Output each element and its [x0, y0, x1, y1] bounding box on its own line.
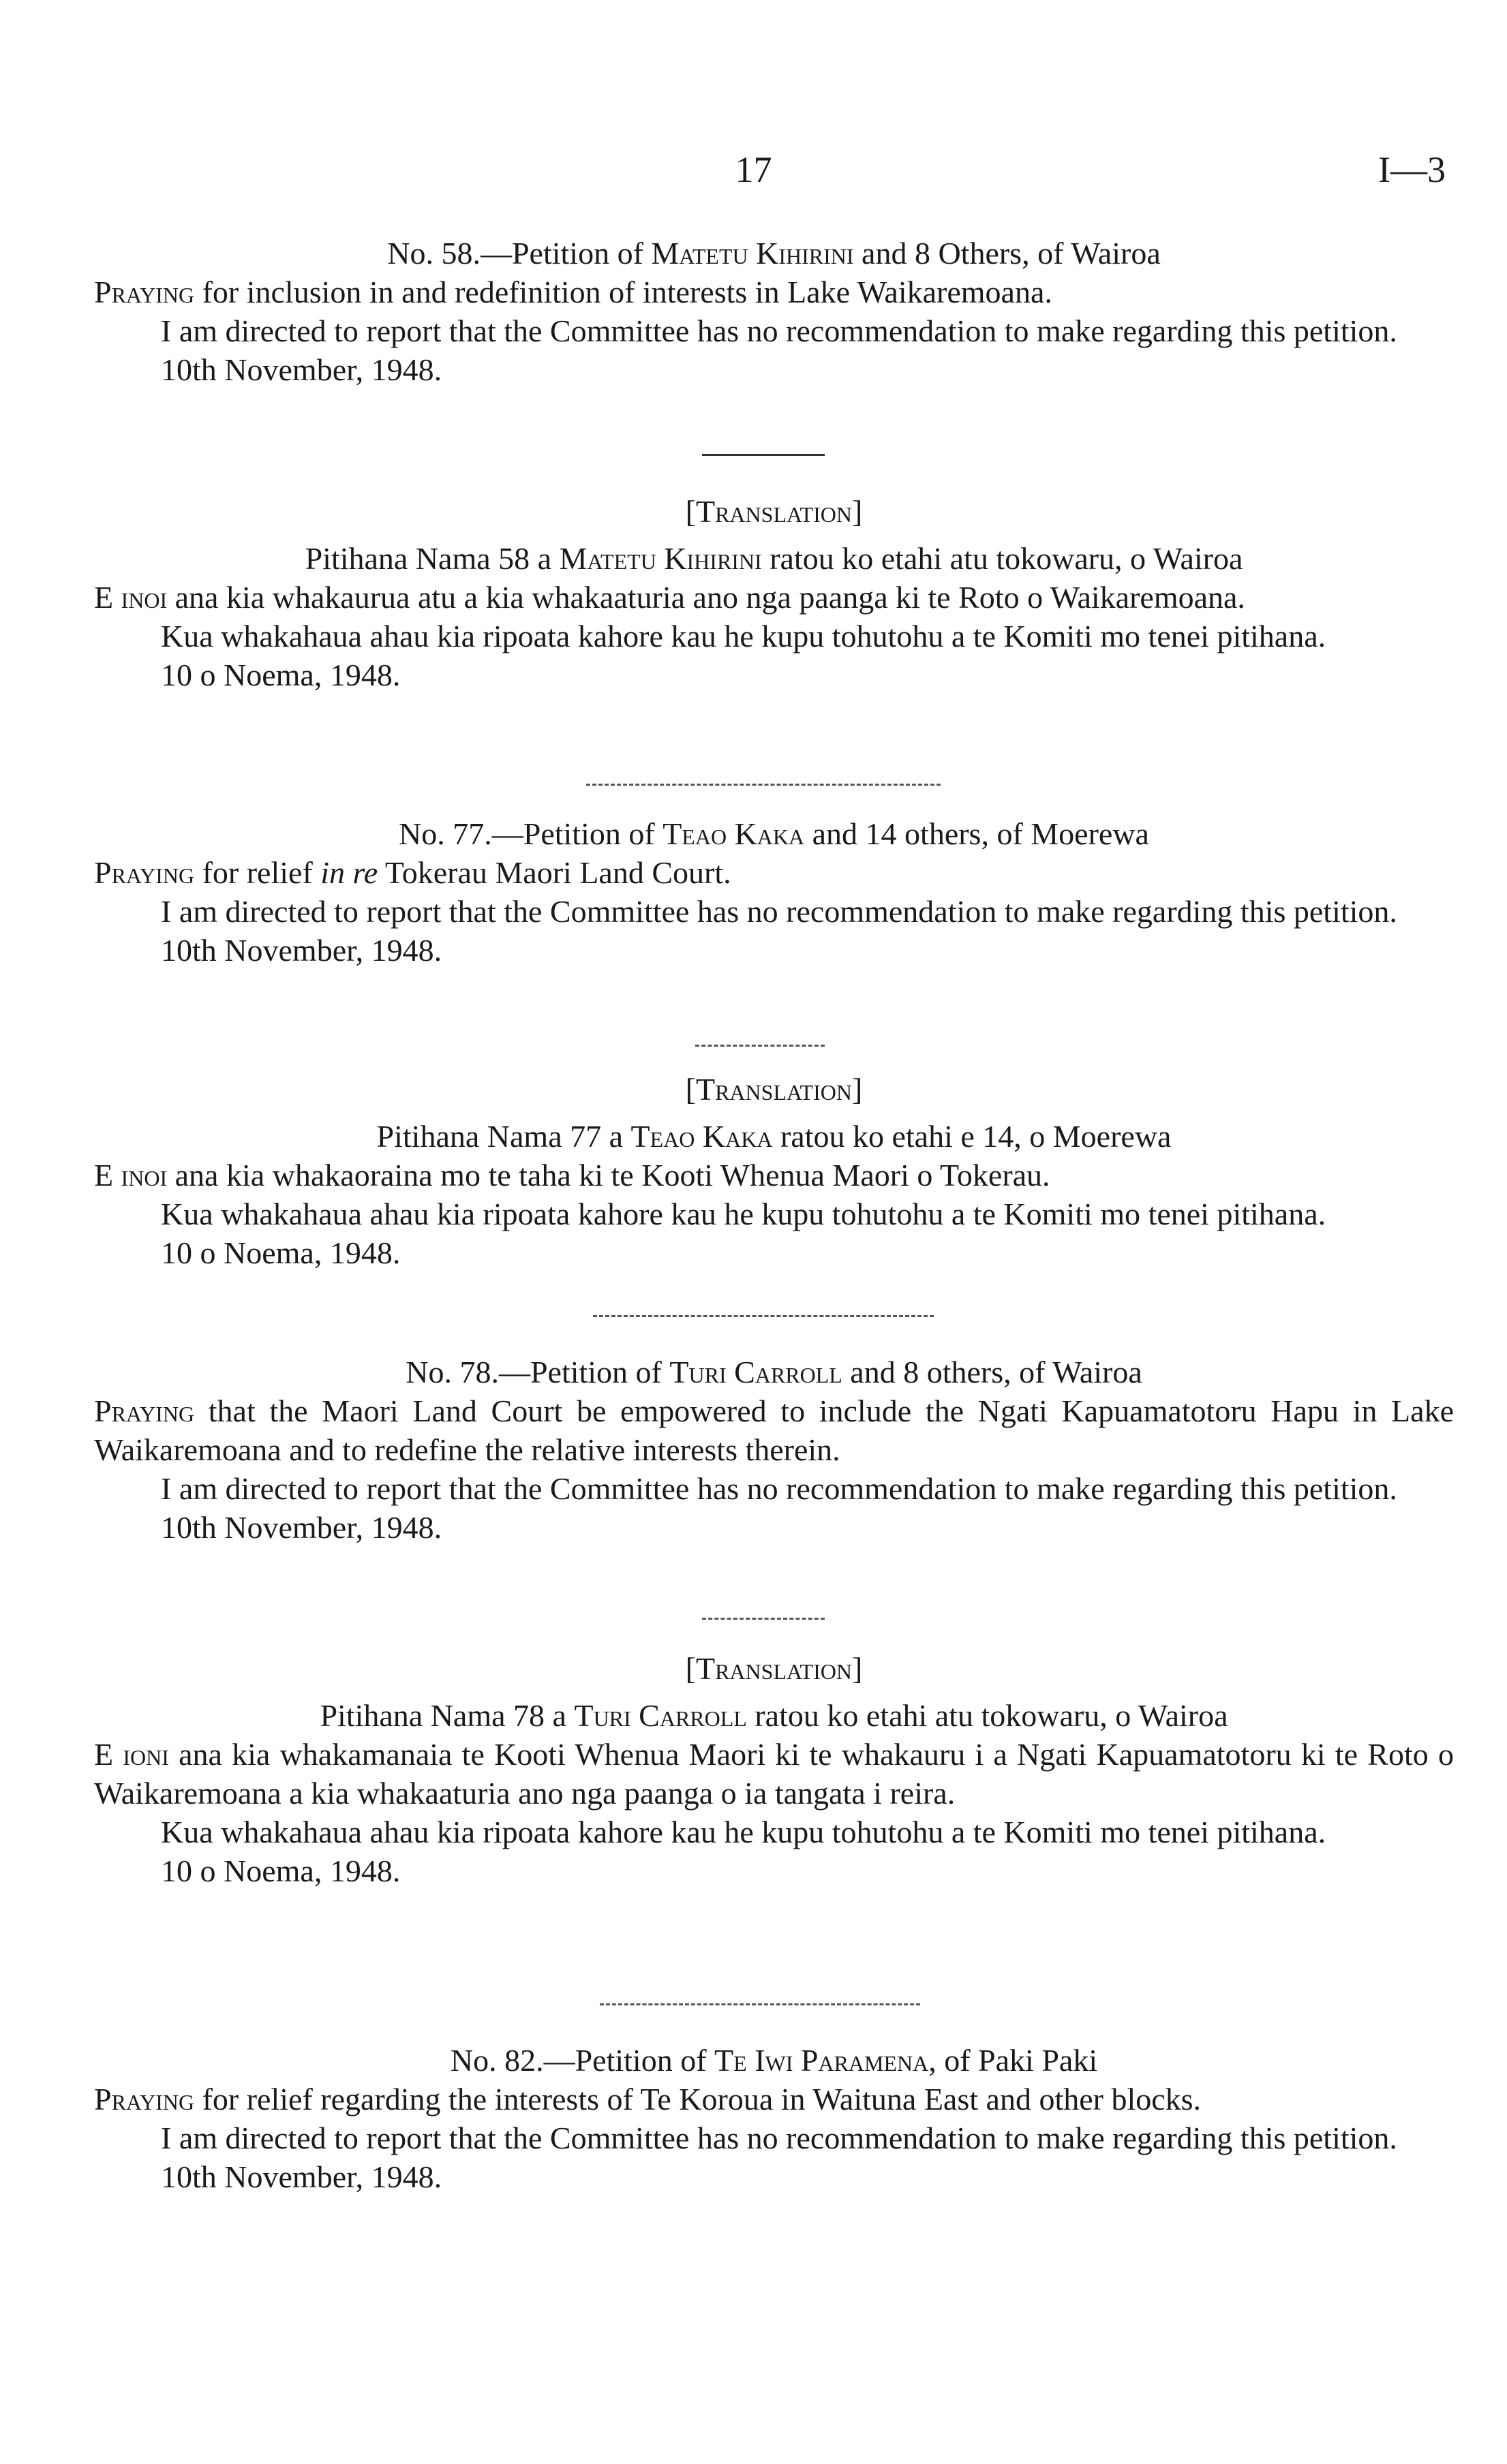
petitioner-name: Turi Carroll: [669, 1355, 842, 1389]
petition-date: 10th November, 1948.: [161, 1510, 442, 1545]
directed-paragraph: I am directed to report that the Committee has no recommendation to make regarding this petition.: [161, 1471, 1397, 1506]
petition-date: 10th November, 1948.: [161, 933, 442, 968]
translation-date: 10 o Noema, 1948.: [161, 1853, 401, 1888]
praying-paragraph: Praying for relief in re Tokerau Maori Land Court.: [94, 855, 731, 890]
inoi-paragraph: E ioni ana kia whakamanaia te Kooti Whenua Maori ki te whakauru i a Ngati Kapuamatotoru ki te Roto o Waikaremoana a kia whakaaturia ano nga paanga o ia tangata i reira.: [94, 1737, 1454, 1811]
directed-paragraph: I am directed to report that the Committee has no recommendation to make regarding this petition.: [161, 2121, 1397, 2155]
translation-58: [94, 492, 1454, 694]
translation-date: 10 o Noema, 1948.: [161, 658, 401, 692]
praying-paragraph: Praying for relief regarding the interests of Te Koroua in Waituna East and other blocks.: [94, 2082, 1202, 2116]
translation-heading: Pitihana Nama 77 a Teao Kaka ratou ko etahi e 14, o Moerewa: [376, 1119, 1172, 1154]
section-divider: [600, 2003, 920, 2005]
petitioner-name: Matetu Kihirini: [651, 236, 854, 271]
series-code: I—3: [1378, 149, 1446, 190]
translation-label: [Translation]: [685, 494, 863, 529]
petition-82: [94, 2041, 1454, 2196]
page-header: [0, 149, 1507, 196]
petition-58: [94, 234, 1454, 389]
directed-paragraph: I am directed to report that the Committee has no recommendation to make regarding this petition.: [161, 894, 1397, 929]
petition-heading: No. 58.—Petition of Matetu Kihirini and 8 Others, of Wairoa: [387, 236, 1161, 271]
directed-paragraph: I am directed to report that the Committee has no recommendation to make regarding this petition.: [161, 313, 1397, 348]
translation-78: [94, 1649, 1454, 1890]
translation-directed-paragraph: Kua whakahaua ahau kia ripoata kahore kau he kupu tohutohu a te Komiti mo tenei pitihana.: [161, 619, 1326, 653]
petition-heading: No. 82.—Petition of Te Iwi Paramena, of Paki Paki: [450, 2043, 1098, 2078]
praying-paragraph: Praying that the Maori Land Court be empowered to include the Ngati Kapuamatotoru Hapu in Lake Waikaremoana and to redefine the relative interests therein.: [94, 1393, 1454, 1467]
petition-heading: No. 78.—Petition of Turi Carroll and 8 others, of Wairoa: [406, 1355, 1142, 1389]
translation-directed-paragraph: Kua whakahaua ahau kia ripoata kahore kau he kupu tohutohu a te Komiti mo tenei pitihana.: [161, 1815, 1326, 1849]
petitioner-name: Teao Kaka: [663, 816, 805, 851]
translation-heading: Pitihana Nama 58 a Matetu Kihirini ratou ko etahi atu tokowaru, o Wairoa: [305, 541, 1243, 576]
translation-label: [Translation]: [685, 1651, 863, 1686]
inoi-paragraph: E inoi ana kia whakaurua atu a kia whakaaturia ano nga paanga ki te Roto o Waikaremoana.: [94, 580, 1245, 615]
petition-heading: No. 77.—Petition of Teao Kaka and 14 others, of Moerewa: [399, 816, 1149, 851]
inoi-paragraph: E inoi ana kia whakaoraina mo te taha ki te Kooti Whenua Maori o Tokerau.: [94, 1158, 1050, 1192]
petition-77: [94, 814, 1454, 970]
petition-date: 10th November, 1948.: [161, 2159, 442, 2194]
section-divider: [695, 1045, 825, 1047]
translation-heading: Pitihana Nama 78 a Turi Carroll ratou ko etahi atu tokowaru, o Wairoa: [320, 1698, 1228, 1733]
petition-date: 10th November, 1948.: [161, 352, 442, 387]
translation-label: [Translation]: [685, 1072, 863, 1107]
section-divider: [586, 784, 941, 786]
section-divider: [593, 1315, 934, 1317]
translation-directed-paragraph: Kua whakahaua ahau kia ripoata kahore kau he kupu tohutohu a te Komiti mo tenei pitihana.: [161, 1197, 1326, 1231]
section-divider: [702, 1618, 825, 1620]
page-number: 17: [735, 149, 772, 190]
translation-date: 10 o Noema, 1948.: [161, 1235, 401, 1270]
petition-78: [94, 1353, 1454, 1547]
praying-paragraph: Praying for inclusion in and redefinition of interests in Lake Waikaremoana.: [94, 275, 1052, 309]
section-divider: [702, 454, 825, 456]
translation-77: [94, 1070, 1454, 1272]
petitioner-name: Te Iwi Paramena: [714, 2043, 929, 2078]
